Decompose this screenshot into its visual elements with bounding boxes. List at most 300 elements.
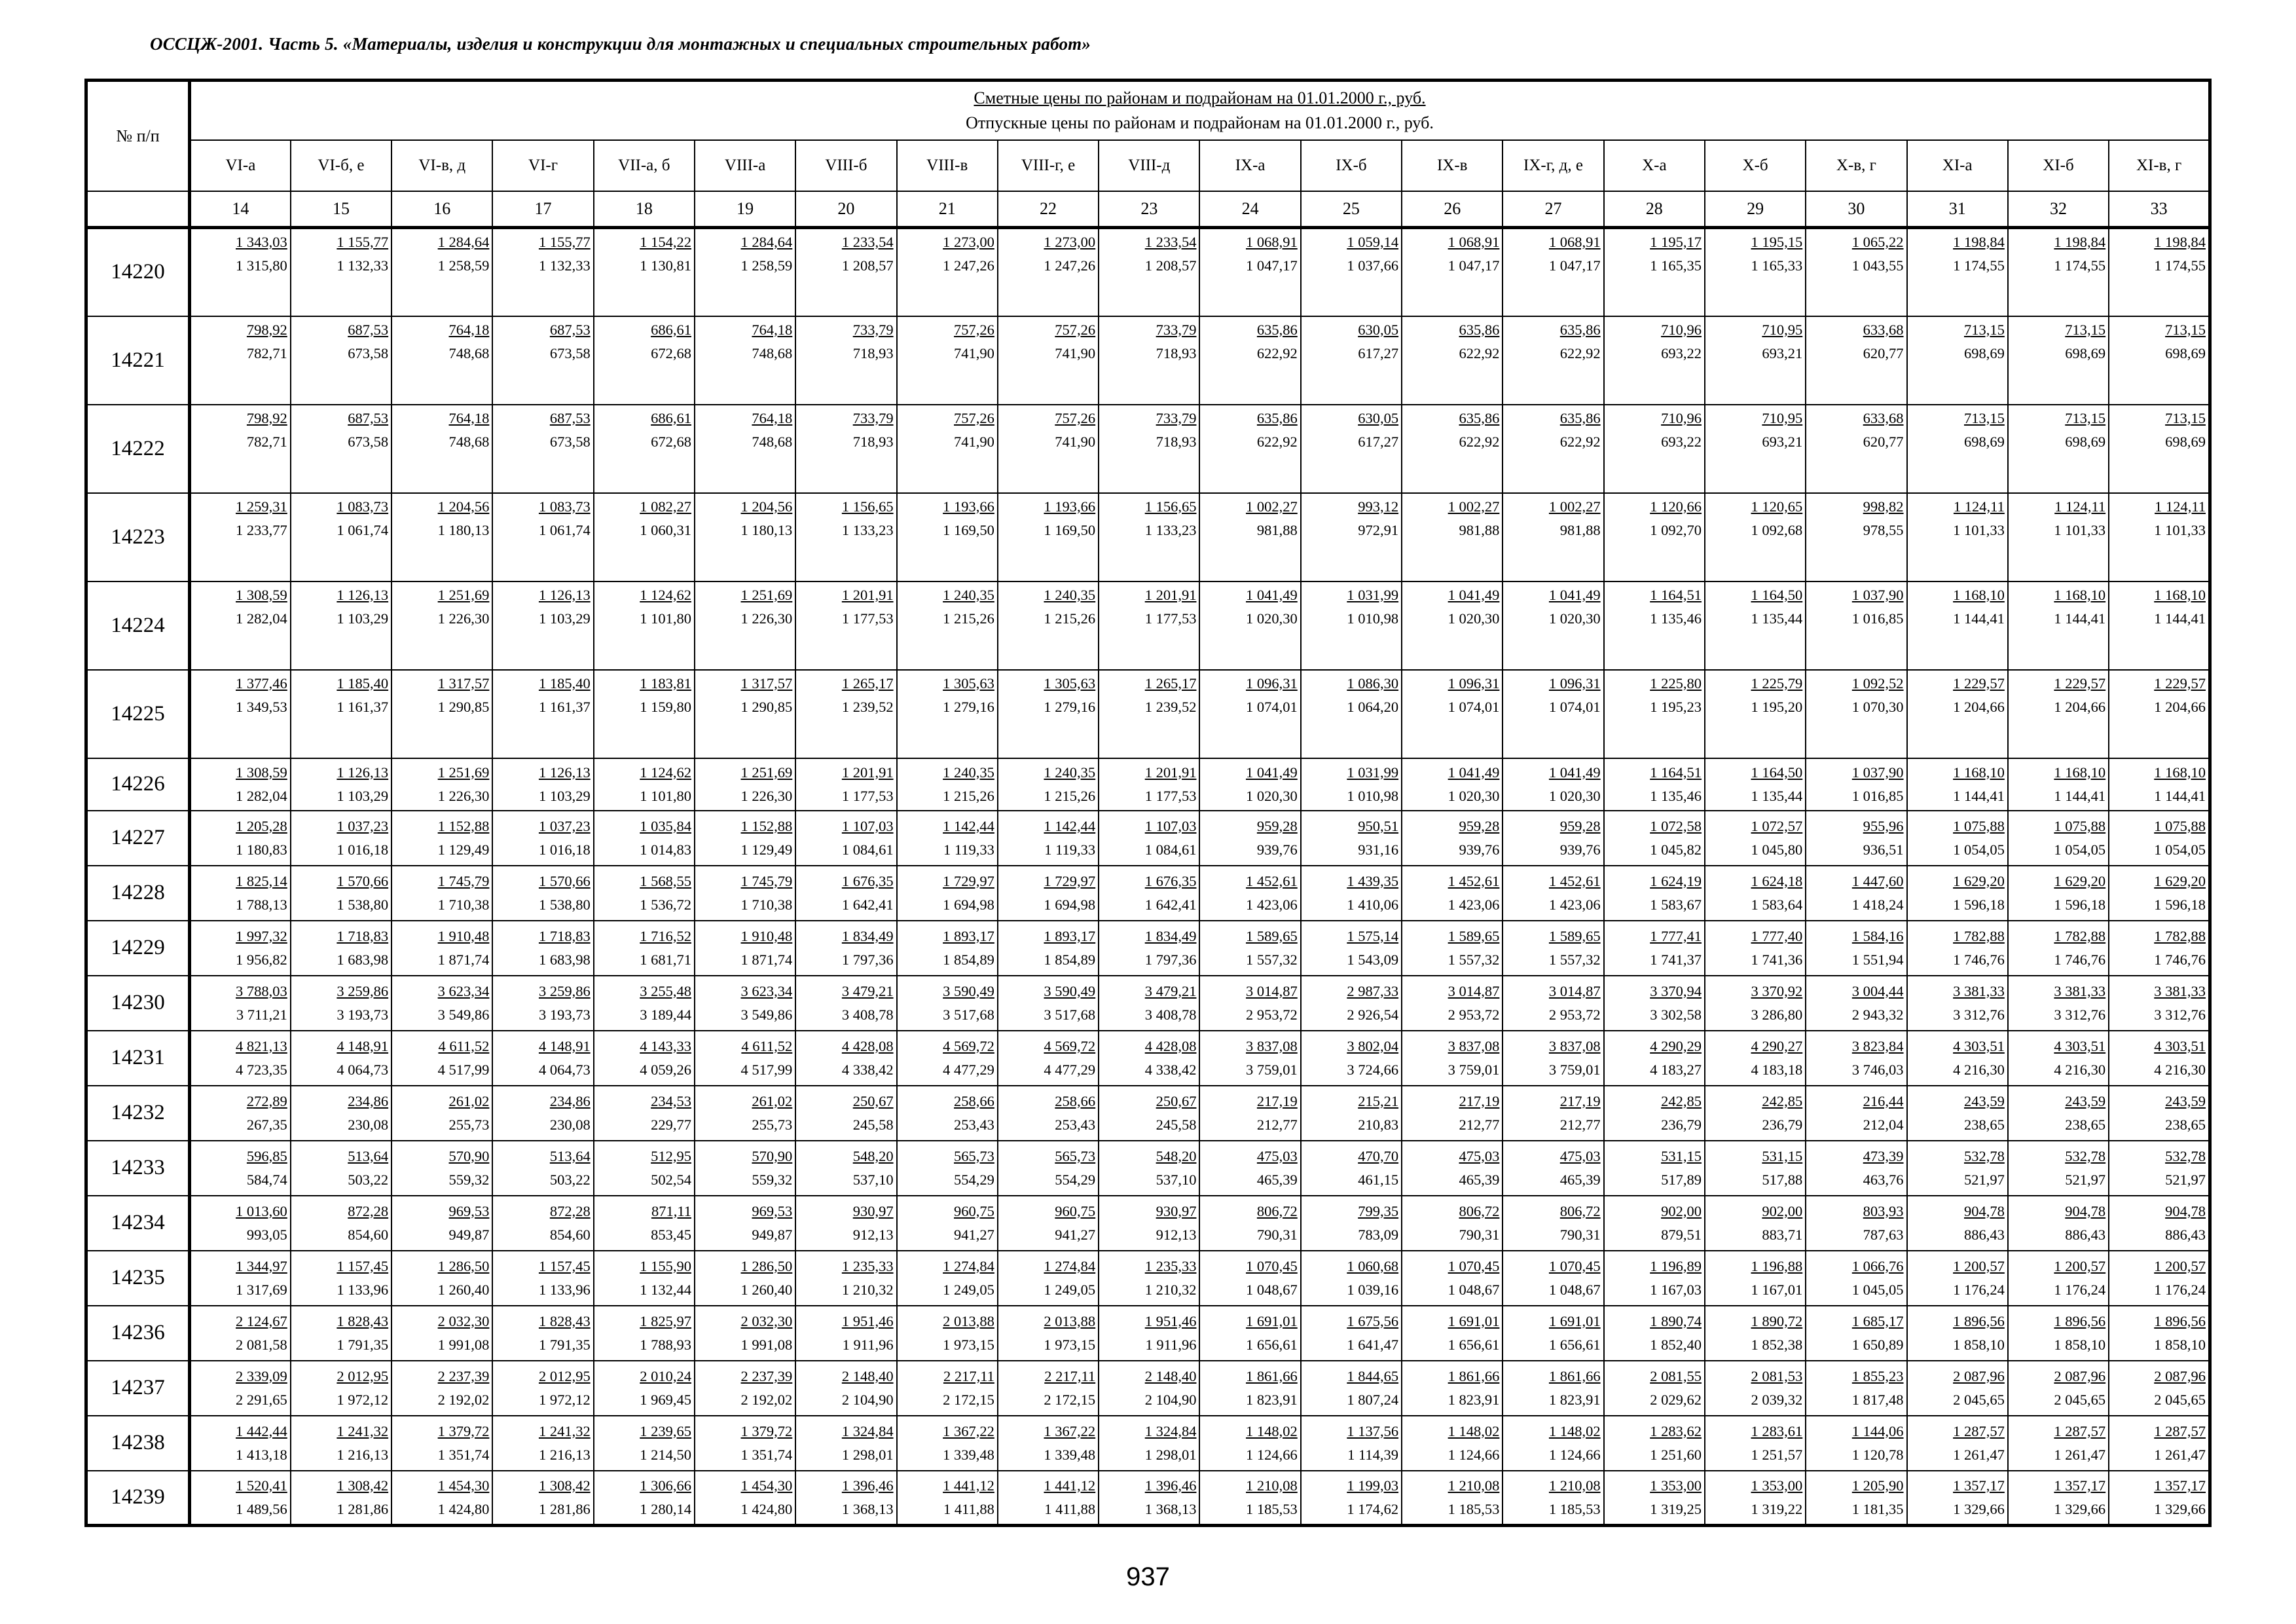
estimate-price: 234,86 — [348, 1092, 389, 1109]
release-price: 748,68 — [752, 344, 793, 361]
price-cell — [2109, 1031, 2210, 1086]
table-row — [86, 405, 2210, 493]
price-cell — [1503, 1416, 1603, 1471]
price-cell — [594, 1471, 695, 1526]
estimate-price: 630,05 — [1358, 321, 1399, 338]
release-price: 1 650,89 — [1851, 1336, 1904, 1353]
row-code: 14236 — [86, 1306, 190, 1361]
row-code: 14233 — [86, 1141, 190, 1196]
release-price: 1 133,96 — [538, 1281, 591, 1298]
release-price: 1 319,25 — [1650, 1500, 1702, 1517]
row-code: 14237 — [86, 1361, 190, 1416]
estimate-price: 1 233,54 — [841, 234, 894, 250]
estimate-price: 1 676,35 — [841, 872, 894, 889]
column-number: 33 — [2109, 191, 2210, 228]
price-cell — [1301, 1141, 1402, 1196]
release-price: 1 119,33 — [943, 841, 994, 858]
estimate-price: 633,68 — [1863, 409, 1904, 426]
release-price: 1 251,60 — [1650, 1446, 1702, 1463]
price-cell — [695, 976, 795, 1031]
release-price: 3 759,01 — [1548, 1061, 1601, 1078]
price-cell — [1503, 316, 1603, 405]
price-cell — [1503, 1031, 1603, 1086]
estimate-price: 733,79 — [1156, 321, 1197, 338]
estimate-price: 3 370,92 — [1751, 982, 1803, 999]
estimate-price: 1 201,91 — [841, 586, 894, 603]
price-cell — [795, 405, 896, 493]
price-cell — [1604, 976, 1705, 1031]
price-cell — [190, 581, 291, 670]
region-header: X-а — [1604, 140, 1705, 191]
price-cell — [392, 921, 492, 976]
estimate-price: 1 251,69 — [740, 764, 793, 781]
price-cell — [2008, 228, 2109, 316]
estimate-price: 959,28 — [1256, 817, 1298, 834]
price-cell — [492, 811, 593, 866]
price-cell — [1099, 581, 1199, 670]
estimate-price: 1 353,00 — [1650, 1477, 1702, 1494]
price-cell — [492, 866, 593, 921]
price-cell — [492, 1196, 593, 1251]
estimate-price: 630,05 — [1358, 409, 1399, 426]
price-cell — [695, 1141, 795, 1196]
release-price: 1 047,17 — [1246, 257, 1298, 274]
region-header: X-б — [1705, 140, 1806, 191]
column-number: 16 — [392, 191, 492, 228]
estimate-price: 1 200,57 — [2054, 1257, 2106, 1274]
price-cell — [190, 811, 291, 866]
release-price: 1 290,85 — [740, 698, 793, 715]
table-row — [86, 811, 2210, 866]
release-price: 1 103,29 — [337, 610, 389, 627]
estimate-price: 1 691,01 — [1548, 1312, 1601, 1329]
price-cell — [1099, 670, 1199, 758]
estimate-price: 1 200,57 — [1953, 1257, 2005, 1274]
estimate-price: 1 107,03 — [841, 817, 894, 834]
release-price: 672,68 — [651, 433, 691, 450]
price-cell — [1301, 581, 1402, 670]
price-cell — [1907, 493, 2008, 581]
release-price: 1 656,61 — [1448, 1336, 1500, 1353]
estimate-price: 2 087,96 — [2054, 1367, 2106, 1384]
price-cell — [392, 866, 492, 921]
price-cell — [1199, 1471, 1300, 1526]
estimate-price: 3 479,21 — [1144, 982, 1197, 999]
price-cell — [1503, 670, 1603, 758]
price-cell — [392, 1306, 492, 1361]
price-cell — [795, 1471, 896, 1526]
estimate-price: 532,78 — [1963, 1147, 2005, 1164]
price-cell — [1503, 1086, 1603, 1141]
estimate-price: 1 367,22 — [1044, 1422, 1096, 1439]
release-price: 1 216,13 — [538, 1446, 591, 1463]
release-price: 1 010,98 — [1347, 787, 1399, 804]
price-cell — [291, 1361, 392, 1416]
price-cell — [795, 670, 896, 758]
estimate-price: 1 273,00 — [1044, 234, 1096, 250]
price-cell — [2109, 1361, 2210, 1416]
release-price: 1 251,57 — [1751, 1446, 1803, 1463]
release-price: 693,22 — [1661, 433, 1702, 450]
release-price: 1 161,37 — [337, 698, 389, 715]
estimate-price: 1 896,56 — [2154, 1312, 2206, 1329]
release-price: 255,73 — [752, 1116, 793, 1133]
region-header: IX-в — [1402, 140, 1503, 191]
estimate-price: 531,15 — [1762, 1147, 1803, 1164]
estimate-price: 216,44 — [1863, 1092, 1904, 1109]
release-price: 1 536,72 — [640, 896, 691, 913]
estimate-price: 596,85 — [246, 1147, 287, 1164]
price-cell — [897, 1361, 998, 1416]
release-price: 783,09 — [1358, 1226, 1399, 1243]
price-cell — [1099, 811, 1199, 866]
price-cell — [1604, 1251, 1705, 1306]
estimate-price: 1 142,44 — [1044, 817, 1096, 834]
release-price: 1 048,67 — [1448, 1281, 1500, 1298]
release-price: 673,58 — [348, 344, 389, 361]
release-price: 886,43 — [1963, 1226, 2005, 1243]
estimate-price: 3 823,84 — [1851, 1037, 1904, 1054]
price-cell — [291, 1251, 392, 1306]
price-cell — [1705, 670, 1806, 758]
price-cell — [594, 1251, 695, 1306]
price-cell — [1907, 228, 2008, 316]
release-price: 622,92 — [1256, 344, 1298, 361]
price-cell — [291, 581, 392, 670]
estimate-price: 565,73 — [1055, 1147, 1096, 1164]
release-price: 502,54 — [651, 1171, 691, 1188]
release-price: 1 247,26 — [1044, 257, 1096, 274]
price-cell — [1199, 1251, 1300, 1306]
estimate-price: 1 205,28 — [236, 817, 287, 834]
release-price: 1 114,39 — [1347, 1446, 1399, 1463]
release-price: 1 823,91 — [1548, 1391, 1601, 1408]
release-price: 912,13 — [1156, 1226, 1197, 1243]
estimate-price: 1 287,57 — [1953, 1422, 2005, 1439]
price-cell — [2109, 866, 2210, 921]
estimate-price: 1 951,46 — [841, 1312, 894, 1329]
column-number: 20 — [795, 191, 896, 228]
estimate-price: 1 164,50 — [1751, 764, 1803, 781]
price-cell — [392, 1086, 492, 1141]
release-price: 1 177,53 — [841, 787, 894, 804]
price-cell — [291, 1196, 392, 1251]
release-price: 672,68 — [651, 344, 691, 361]
region-header: VI-а — [190, 140, 291, 191]
price-cell — [695, 1416, 795, 1471]
price-cell — [1705, 1031, 1806, 1086]
price-cell — [594, 1416, 695, 1471]
price-cell — [1503, 1306, 1603, 1361]
price-cell — [2109, 1471, 2210, 1526]
estimate-price: 2 148,40 — [1144, 1367, 1197, 1384]
release-price: 1 169,50 — [1044, 521, 1096, 538]
estimate-price: 258,66 — [954, 1092, 994, 1109]
release-price: 1 298,01 — [841, 1446, 894, 1463]
release-price: 1 133,96 — [337, 1281, 389, 1298]
price-cell — [1503, 228, 1603, 316]
release-price: 790,31 — [1256, 1226, 1298, 1243]
price-cell — [1099, 1031, 1199, 1086]
price-cell — [190, 1251, 291, 1306]
estimate-price: 1 060,68 — [1347, 1257, 1399, 1274]
estimate-price: 1 265,17 — [1144, 674, 1197, 692]
price-cell — [1907, 976, 2008, 1031]
estimate-price: 2 010,24 — [640, 1367, 691, 1384]
region-header: VIII-в — [897, 140, 998, 191]
release-price: 883,71 — [1762, 1226, 1803, 1243]
release-price: 1 020,30 — [1448, 610, 1500, 627]
price-cell — [190, 976, 291, 1031]
estimate-price: 3 255,48 — [640, 982, 691, 999]
price-cell — [897, 976, 998, 1031]
estimate-price: 1 152,88 — [437, 817, 490, 834]
estimate-price: 1 893,17 — [943, 927, 994, 944]
release-price: 1 423,06 — [1548, 896, 1601, 913]
release-price: 790,31 — [1459, 1226, 1500, 1243]
price-cell — [1199, 405, 1300, 493]
release-price: 1 956,82 — [236, 951, 287, 968]
release-price: 1 871,74 — [437, 951, 490, 968]
price-cell — [795, 1416, 896, 1471]
price-cell — [1503, 1471, 1603, 1526]
release-price: 1 208,57 — [841, 257, 894, 274]
estimate-price: 1 155,77 — [337, 234, 389, 250]
release-price: 879,51 — [1661, 1226, 1702, 1243]
estimate-price: 1 324,84 — [1144, 1422, 1197, 1439]
estimate-price: 215,21 — [1358, 1092, 1399, 1109]
estimate-price: 1 861,66 — [1448, 1367, 1500, 1384]
price-cell — [2109, 228, 2210, 316]
release-price: 1 045,05 — [1851, 1281, 1904, 1298]
release-price: 212,04 — [1863, 1116, 1904, 1133]
region-header: VI-г — [492, 140, 593, 191]
release-price: 4 059,26 — [640, 1061, 691, 1078]
price-cell — [1301, 758, 1402, 811]
estimate-price: 4 303,51 — [2054, 1037, 2106, 1054]
price-cell — [998, 1251, 1099, 1306]
release-price: 503,22 — [348, 1171, 389, 1188]
price-cell — [695, 581, 795, 670]
estimate-price: 513,64 — [348, 1147, 389, 1164]
release-price: 1 174,55 — [2154, 257, 2206, 274]
estimate-price: 261,02 — [448, 1092, 490, 1109]
estimate-price: 1 570,66 — [337, 872, 389, 889]
release-price: 698,69 — [2165, 344, 2206, 361]
price-cell — [998, 670, 1099, 758]
release-price: 1 176,24 — [2054, 1281, 2106, 1298]
estimate-price: 902,00 — [1661, 1202, 1702, 1219]
row-code: 14234 — [86, 1196, 190, 1251]
estimate-price: 1 075,88 — [2054, 817, 2106, 834]
estimate-price: 1 196,88 — [1751, 1257, 1803, 1274]
price-cell — [1705, 1471, 1806, 1526]
release-price: 1 144,41 — [2154, 610, 2206, 627]
estimate-price: 3 014,87 — [1448, 982, 1500, 999]
estimate-price: 2 237,39 — [437, 1367, 490, 1384]
release-price: 3 302,58 — [1650, 1006, 1702, 1023]
estimate-price: 1 265,17 — [841, 674, 894, 692]
price-cell — [1604, 405, 1705, 493]
price-cell — [2109, 976, 2210, 1031]
estimate-price: 872,28 — [549, 1202, 591, 1219]
estimate-price: 1 951,46 — [1144, 1312, 1197, 1329]
release-price: 741,90 — [954, 344, 994, 361]
price-cell — [1705, 1196, 1806, 1251]
estimate-price: 1 156,65 — [841, 498, 894, 515]
price-cell — [1806, 228, 1906, 316]
estimate-price: 960,75 — [954, 1202, 994, 1219]
estimate-price: 1 745,79 — [437, 872, 490, 889]
estimate-price: 635,86 — [1559, 321, 1601, 338]
release-price: 787,63 — [1863, 1226, 1904, 1243]
estimate-price: 1 185,40 — [337, 674, 389, 692]
release-price: 267,35 — [246, 1116, 287, 1133]
release-price: 1 656,61 — [1246, 1336, 1298, 1353]
price-cell — [2008, 758, 2109, 811]
release-price: 622,92 — [1559, 433, 1601, 450]
estimate-price: 1 287,57 — [2154, 1422, 2206, 1439]
release-price: 1 177,53 — [1144, 787, 1197, 804]
region-header: XI-б — [2008, 140, 2109, 191]
region-header: XI-в, г — [2109, 140, 2210, 191]
region-header: X-в, г — [1806, 140, 1906, 191]
price-cell — [1199, 493, 1300, 581]
release-price: 3 746,03 — [1851, 1061, 1904, 1078]
price-cell — [392, 316, 492, 405]
price-cell — [2109, 581, 2210, 670]
estimate-price: 1 155,90 — [640, 1257, 691, 1274]
price-cell — [1604, 493, 1705, 581]
estimate-price: 1 675,56 — [1347, 1312, 1399, 1329]
release-price: 1 061,74 — [538, 521, 591, 538]
release-price: 1 101,33 — [2054, 521, 2106, 538]
estimate-price: 1 168,10 — [2154, 586, 2206, 603]
estimate-price: 1 002,27 — [1246, 498, 1298, 515]
release-price: 3 759,01 — [1448, 1061, 1500, 1078]
price-cell — [1199, 1416, 1300, 1471]
estimate-price: 1 155,77 — [538, 234, 591, 250]
release-price: 1 176,24 — [1953, 1281, 2005, 1298]
release-price: 238,65 — [2065, 1116, 2106, 1133]
price-cell — [2008, 1086, 2109, 1141]
estimate-price: 2 237,39 — [740, 1367, 793, 1384]
price-cell — [1402, 1471, 1503, 1526]
price-cell — [1199, 1196, 1300, 1251]
price-cell — [291, 1416, 392, 1471]
release-price: 1 176,24 — [2154, 1281, 2206, 1298]
estimate-price: 2 081,53 — [1751, 1367, 1803, 1384]
release-price: 1 258,59 — [740, 257, 793, 274]
price-cell — [291, 405, 392, 493]
estimate-price: 1 676,35 — [1144, 872, 1197, 889]
price-cell — [1402, 1361, 1503, 1416]
price-cell — [1099, 228, 1199, 316]
row-code: 14229 — [86, 921, 190, 976]
release-price: 1 249,05 — [943, 1281, 994, 1298]
price-cell — [1705, 316, 1806, 405]
estimate-price: 4 428,08 — [1144, 1037, 1197, 1054]
release-price: 2 192,02 — [437, 1391, 490, 1408]
table-row — [86, 866, 2210, 921]
price-cell — [492, 976, 593, 1031]
row-code: 14224 — [86, 581, 190, 670]
release-price: 1 538,80 — [538, 896, 591, 913]
release-price: 1 103,29 — [538, 787, 591, 804]
estimate-price: 1 777,40 — [1751, 927, 1803, 944]
price-cell — [1806, 670, 1906, 758]
estimate-price: 687,53 — [348, 409, 389, 426]
estimate-price: 1 241,32 — [337, 1422, 389, 1439]
price-cell — [897, 866, 998, 921]
release-price: 1 144,41 — [1953, 787, 2005, 804]
price-cell — [1705, 1086, 1806, 1141]
row-code: 14230 — [86, 976, 190, 1031]
release-price: 698,69 — [1963, 433, 2005, 450]
price-cell — [190, 1306, 291, 1361]
estimate-price: 570,90 — [448, 1147, 490, 1164]
estimate-price: 1 241,32 — [538, 1422, 591, 1439]
price-cell — [1503, 581, 1603, 670]
release-price: 4 517,99 — [437, 1061, 490, 1078]
price-cell — [695, 405, 795, 493]
price-cell — [897, 758, 998, 811]
release-price: 3 517,68 — [1044, 1006, 1096, 1023]
price-cell — [795, 1196, 896, 1251]
price-cell — [291, 811, 392, 866]
release-price: 1 741,37 — [1650, 951, 1702, 968]
estimate-price: 1 910,48 — [437, 927, 490, 944]
estimate-price: 1 729,97 — [943, 872, 994, 889]
table-row — [86, 1251, 2210, 1306]
estimate-price: 1 164,51 — [1650, 764, 1702, 781]
release-price: 1 226,30 — [740, 610, 793, 627]
release-price: 1 101,80 — [640, 787, 691, 804]
estimate-price: 764,18 — [448, 409, 490, 426]
release-price: 790,31 — [1559, 1226, 1601, 1243]
release-price: 1 282,04 — [236, 610, 287, 627]
estimate-price: 1 204,56 — [740, 498, 793, 515]
estimate-price: 1 126,13 — [538, 586, 591, 603]
estimate-price: 1 195,15 — [1751, 234, 1803, 250]
estimate-price: 242,85 — [1762, 1092, 1803, 1109]
estimate-price: 1 910,48 — [740, 927, 793, 944]
estimate-price: 1 287,57 — [2054, 1422, 2106, 1439]
price-cell — [492, 758, 593, 811]
estimate-price: 1 834,49 — [1144, 927, 1197, 944]
release-price: 1 656,61 — [1548, 1336, 1601, 1353]
estimate-price: 1 148,02 — [1448, 1422, 1500, 1439]
estimate-price: 1 037,90 — [1851, 764, 1904, 781]
price-cell — [1402, 866, 1503, 921]
release-price: 1 181,35 — [1851, 1500, 1904, 1517]
price-cell — [1199, 670, 1300, 758]
estimate-price: 1 198,84 — [2154, 234, 2206, 250]
release-price: 212,77 — [1459, 1116, 1500, 1133]
estimate-price: 1 070,45 — [1246, 1257, 1298, 1274]
price-cell — [392, 581, 492, 670]
release-price: 559,32 — [752, 1171, 793, 1188]
price-cell — [1503, 493, 1603, 581]
release-price: 1 991,08 — [437, 1336, 490, 1353]
estimate-price: 3 590,49 — [1044, 982, 1096, 999]
estimate-price: 4 569,72 — [943, 1037, 994, 1054]
price-cell — [998, 866, 1099, 921]
price-cell — [392, 1471, 492, 1526]
estimate-price: 1 157,45 — [538, 1257, 591, 1274]
release-price: 1 423,06 — [1246, 896, 1298, 913]
estimate-price: 713,15 — [2165, 321, 2206, 338]
